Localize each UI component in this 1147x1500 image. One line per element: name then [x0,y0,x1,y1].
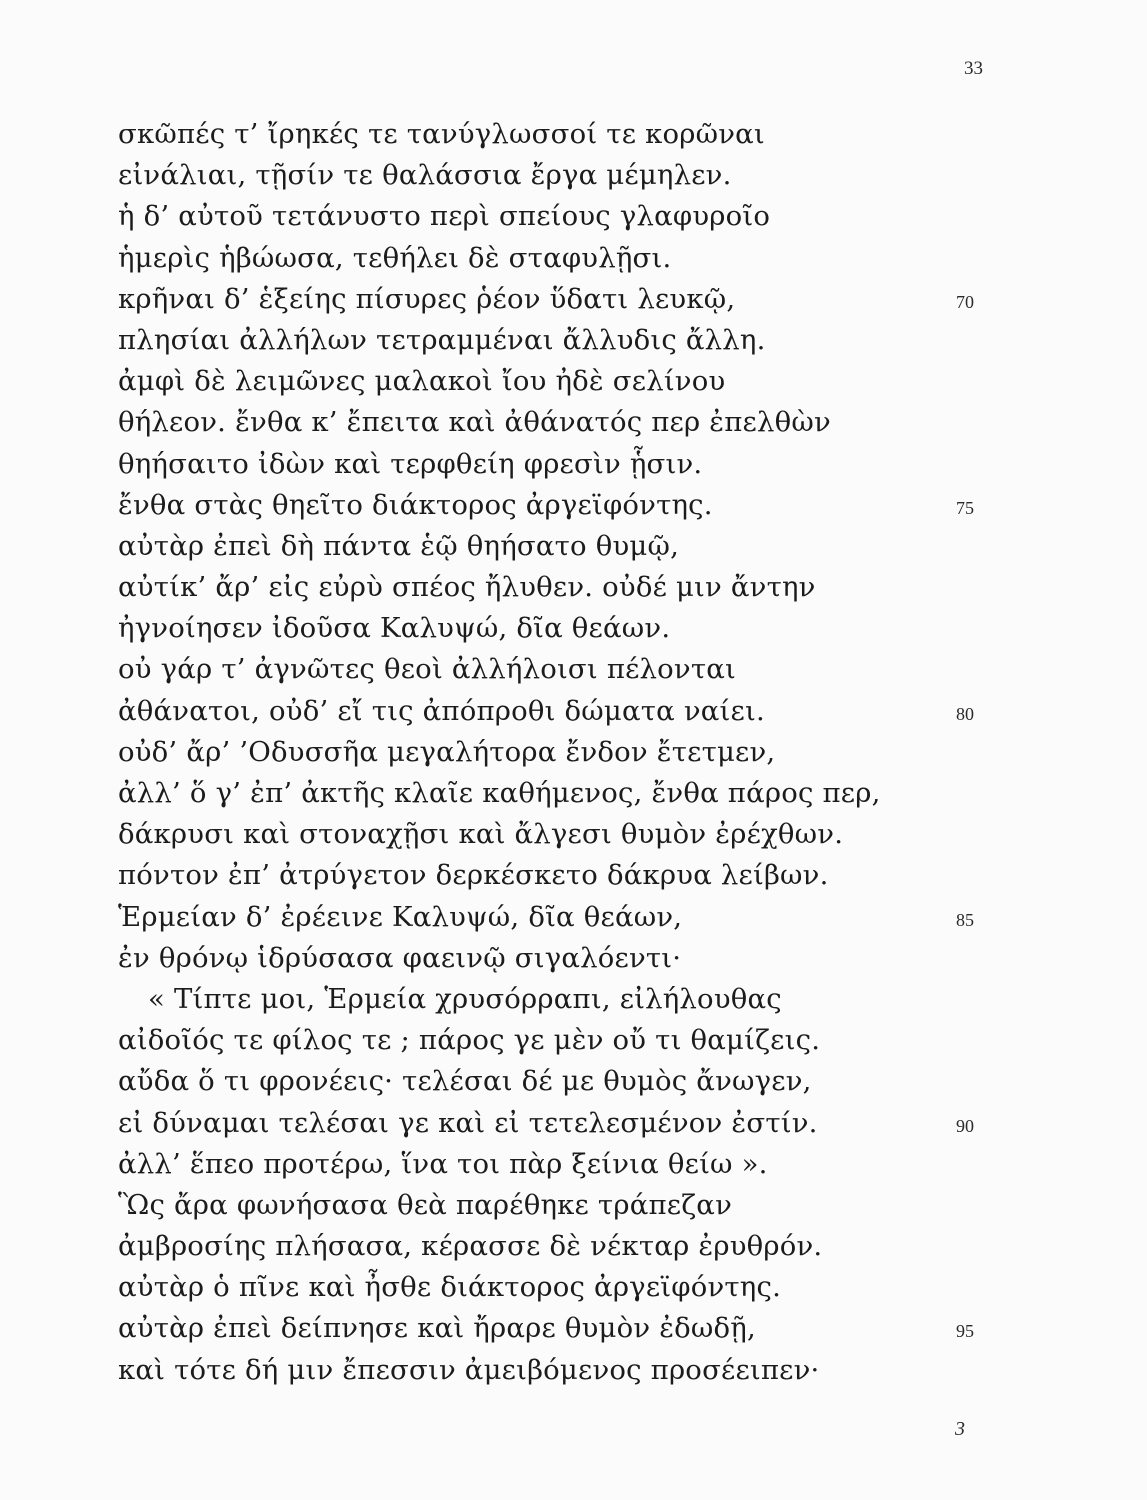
verse-text: κρῆναι δ’ ἑξείης πίσυρες ῥέον ὕδατι λευκῷ, [118,282,736,315]
verse-line [118,649,998,690]
verse-text: ἀλλ’ ὅ γ’ ἐπ’ ἀκτῆς κλαῖε καθήμενος, ἔνθα πάρος περ, [118,777,881,809]
verse-text: θήλεον. ἔνθα κ’ ἔπειτα καὶ ἀθάνατός περ ἐπελθὼν [118,406,831,439]
verse-line [118,608,998,649]
verse-text: αὐτὰρ ὁ πῖνε καὶ ἦσθε διάκτορος ἀργεϊφόντης. [118,1271,782,1304]
page-number: 33 [964,58,983,79]
line-number: 75 [956,497,974,518]
verse-line [118,196,998,237]
verse-line [118,1144,998,1185]
verse-text: αὐτίκ’ ἄρ’ εἰς εὐρὺ σπέος ἤλυθεν. οὐδέ μιν ἄντην [118,571,816,604]
verse-line [118,814,998,855]
verse-line [118,1226,998,1267]
verse-line [118,897,998,938]
line-number: 80 [956,703,974,724]
verse-text: αἰδοῖός τε φίλος τε ; πάρος γε μὲν οὔ τι θαμίζεις. [118,1024,821,1057]
verse-line [118,938,998,979]
verse-line [118,855,998,896]
verse-line [118,238,998,279]
verse-text: ἐν θρόνῳ ἱδρύσασα φαεινῷ σιγαλόεντι· [118,941,682,974]
verse-text: ἡμερὶς ἡβώωσα, τεθήλει δὲ σταφυλῇσι. [118,241,672,274]
verse-text: εἰ δύναμαι τελέσαι γε καὶ εἰ τετελεσμένον ἐστίν. [118,1106,818,1139]
verse-line [118,732,998,773]
verse-text: εἰνάλιαι, τῇσίν τε θαλάσσια ἔργα μέμηλεν. [118,159,732,192]
verse-line [118,1103,998,1144]
verse-text: δάκρυσι καὶ στοναχῇσι καὶ ἄλγεσι θυμὸν ἐρέχθων. [118,818,844,851]
verse-text: ἀμβροσίης πλήσασα, κέρασσε δὲ νέκταρ ἐρυθρόν. [118,1230,823,1263]
verse-text: οὐδ’ ἄρ’ ’Οδυσσῆα μεγαλήτορα ἔνδον ἔτετμεν, [118,735,776,768]
verse-text: αὐτὰρ ἐπεὶ δείπνησε καὶ ἤραρε θυμὸν ἐδωδῇ, [118,1312,756,1345]
verse-text: ἀθάνατοι, οὐδ’ εἴ τις ἀπόπροθι δώματα ναίει. [118,694,765,727]
verse-line [118,279,998,320]
verse-line [118,320,998,361]
line-number: 95 [956,1321,974,1342]
verse-text: σκῶπές τ’ ἴρηκές τε τανύγλωσσοί τε κορῶναι [118,118,765,150]
verse-block [118,114,998,1391]
verse-text: « Τίπτε μοι, Ἑρμεία χρυσόρραπι, εἰλήλουθας [148,982,782,1015]
verse-line [118,485,998,526]
verse-line [118,773,998,814]
verse-text: ἠγνοίησεν ἰδοῦσα Καλυψώ, δῖα θεάων. [118,612,671,645]
verse-text: αὔδα ὅ τι φρονέεις· τελέσαι δέ με θυμὸς ἄνωγεν, [118,1065,812,1098]
verse-line [118,1308,998,1349]
verse-line [118,979,998,1020]
line-number: 90 [956,1115,974,1136]
verse-text: πόντον ἐπ’ ἀτρύγετον δερκέσκετο δάκρυα λείβων. [118,859,829,892]
verse-line [118,1020,998,1061]
verse-text: ἀλλ’ ἕπεο προτέρω, ἵνα τοι πὰρ ξείνια θείω ». [118,1147,768,1180]
verse-line [118,526,998,567]
signature-mark: 3 [955,1418,965,1440]
line-number: 70 [956,291,974,312]
line-number: 85 [956,909,974,930]
verse-line [118,155,998,196]
verse-line [118,402,998,443]
verse-text: Ἑρμείαν δ’ ἐρέεινε Καλυψώ, δῖα θεάων, [118,900,683,933]
verse-text: αὐτὰρ ἐπεὶ δὴ πάντα ἑῷ θηήσατο θυμῷ, [118,529,680,562]
verse-text: καὶ τότε δή μιν ἔπεσσιν ἀμειβόμενος προσέειπεν· [118,1353,820,1386]
verse-text: θηήσαιτο ἰδὼν καὶ τερφθείη φρεσὶν ᾗσιν. [118,447,703,480]
verse-line [118,1267,998,1308]
verse-text: ἀμφὶ δὲ λειμῶνες μαλακοὶ ἴου ἠδὲ σελίνου [118,365,726,398]
verse-line [118,1061,998,1102]
verse-line [118,1350,998,1391]
verse-text: οὐ γάρ τ’ ἀγνῶτες θεοὶ ἀλλήλοισι πέλονται [118,653,737,686]
verse-line [118,444,998,485]
verse-line [118,1185,998,1226]
verse-text: ἔνθα στὰς θηεῖτο διάκτορος ἀργεϊφόντης. [118,488,713,521]
verse-text: Ὣς ἄρα φωνήσασα θεὰ παρέθηκε τράπεζαν [118,1188,732,1221]
verse-text: ἡ δ’ αὐτοῦ τετάνυστο περὶ σπείους γλαφυροῖο [118,200,771,233]
verse-line [118,691,998,732]
verse-text: πλησίαι ἀλλήλων τετραμμέναι ἄλλυδις ἄλλη. [118,323,766,356]
verse-line [118,567,998,608]
verse-line [118,361,998,402]
verse-line [118,114,998,155]
